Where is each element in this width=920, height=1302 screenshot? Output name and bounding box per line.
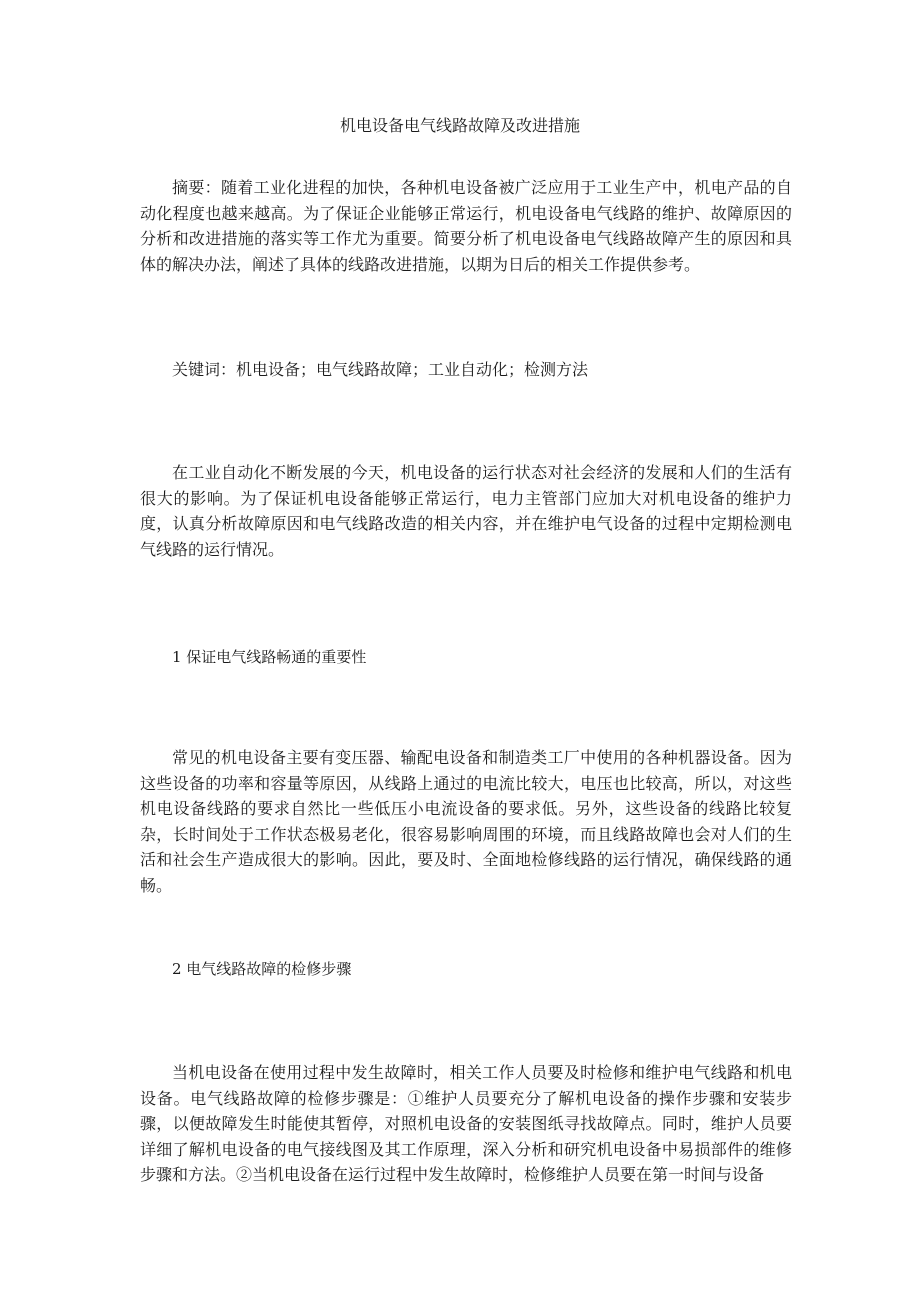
section-1-heading: 1 保证电气线路畅通的重要性 <box>172 648 367 666</box>
abstract-paragraph: 摘要：随着工业化进程的加快，各种机电设备被广泛应用于工业生产中，机电产品的自动化程度也越来越高。为了保证企业能够正常运行，机电设备电气线路的维护、故障原因的分析和改进措施的落实等工作尤为重要。简要分析了机电设备电气线路故障产生的原因和具体的解决办法，阐述了具体的线路改进措施，以期为日后的相关工作提供参考。 <box>140 178 792 274</box>
section-2-paragraph: 当机电设备在使用过程中发生故障时，相关工作人员要及时检修和维护电气线路和机电设备。电气线路故障的检修步骤是：①维护人员要充分了解机电设备的操作步骤和安装步骤，以便故障发生时能使其暂停，对照机电设备的安装图纸寻找故障点。同时，维护人员要详细了解机电设备的电气接线图及其工作原理，深入分析和研究机电设备中易损部件的维修步骤和方法。②当机电设备在运行过程中发生故障时，检修维护人员要在第一时间与设备 <box>140 1063 792 1184</box>
section-2-heading: 2 电气线路故障的检修步骤 <box>172 960 352 978</box>
intro-paragraph: 在工业自动化不断发展的今天，机电设备的运行状态对社会经济的发展和人们的生活有很大的影响。为了保证机电设备能够正常运行，电力主管部门应加大对机电设备的维护力度，认真分析故障原因和电气线路改造的相关内容，并在维护电气设备的过程中定期检测电气线路的运行情况。 <box>140 463 792 559</box>
keywords-paragraph: 关键词：机电设备；电气线路故障；工业自动化；检测方法 <box>172 360 589 379</box>
document-title: 机电设备电气线路故障及改进措施 <box>339 116 580 135</box>
section-1-paragraph: 常见的机电设备主要有变压器、输配电设备和制造类工厂中使用的各种机器设备。因为这些设备的功率和容量等原因，从线路上通过的电流比较大，电压也比较高，所以，对这些机电设备线路的要求自然比一些低压小电流设备的要求低。另外，这些设备的线路比较复杂，长时间处于工作状态极易老化，很容易影响周围的环境，而且线路故障也会对人们的生活和社会生产造成很大的影响。因此，要及时、全面地检修线路的运行情况，确保线路的通畅。 <box>140 748 792 895</box>
